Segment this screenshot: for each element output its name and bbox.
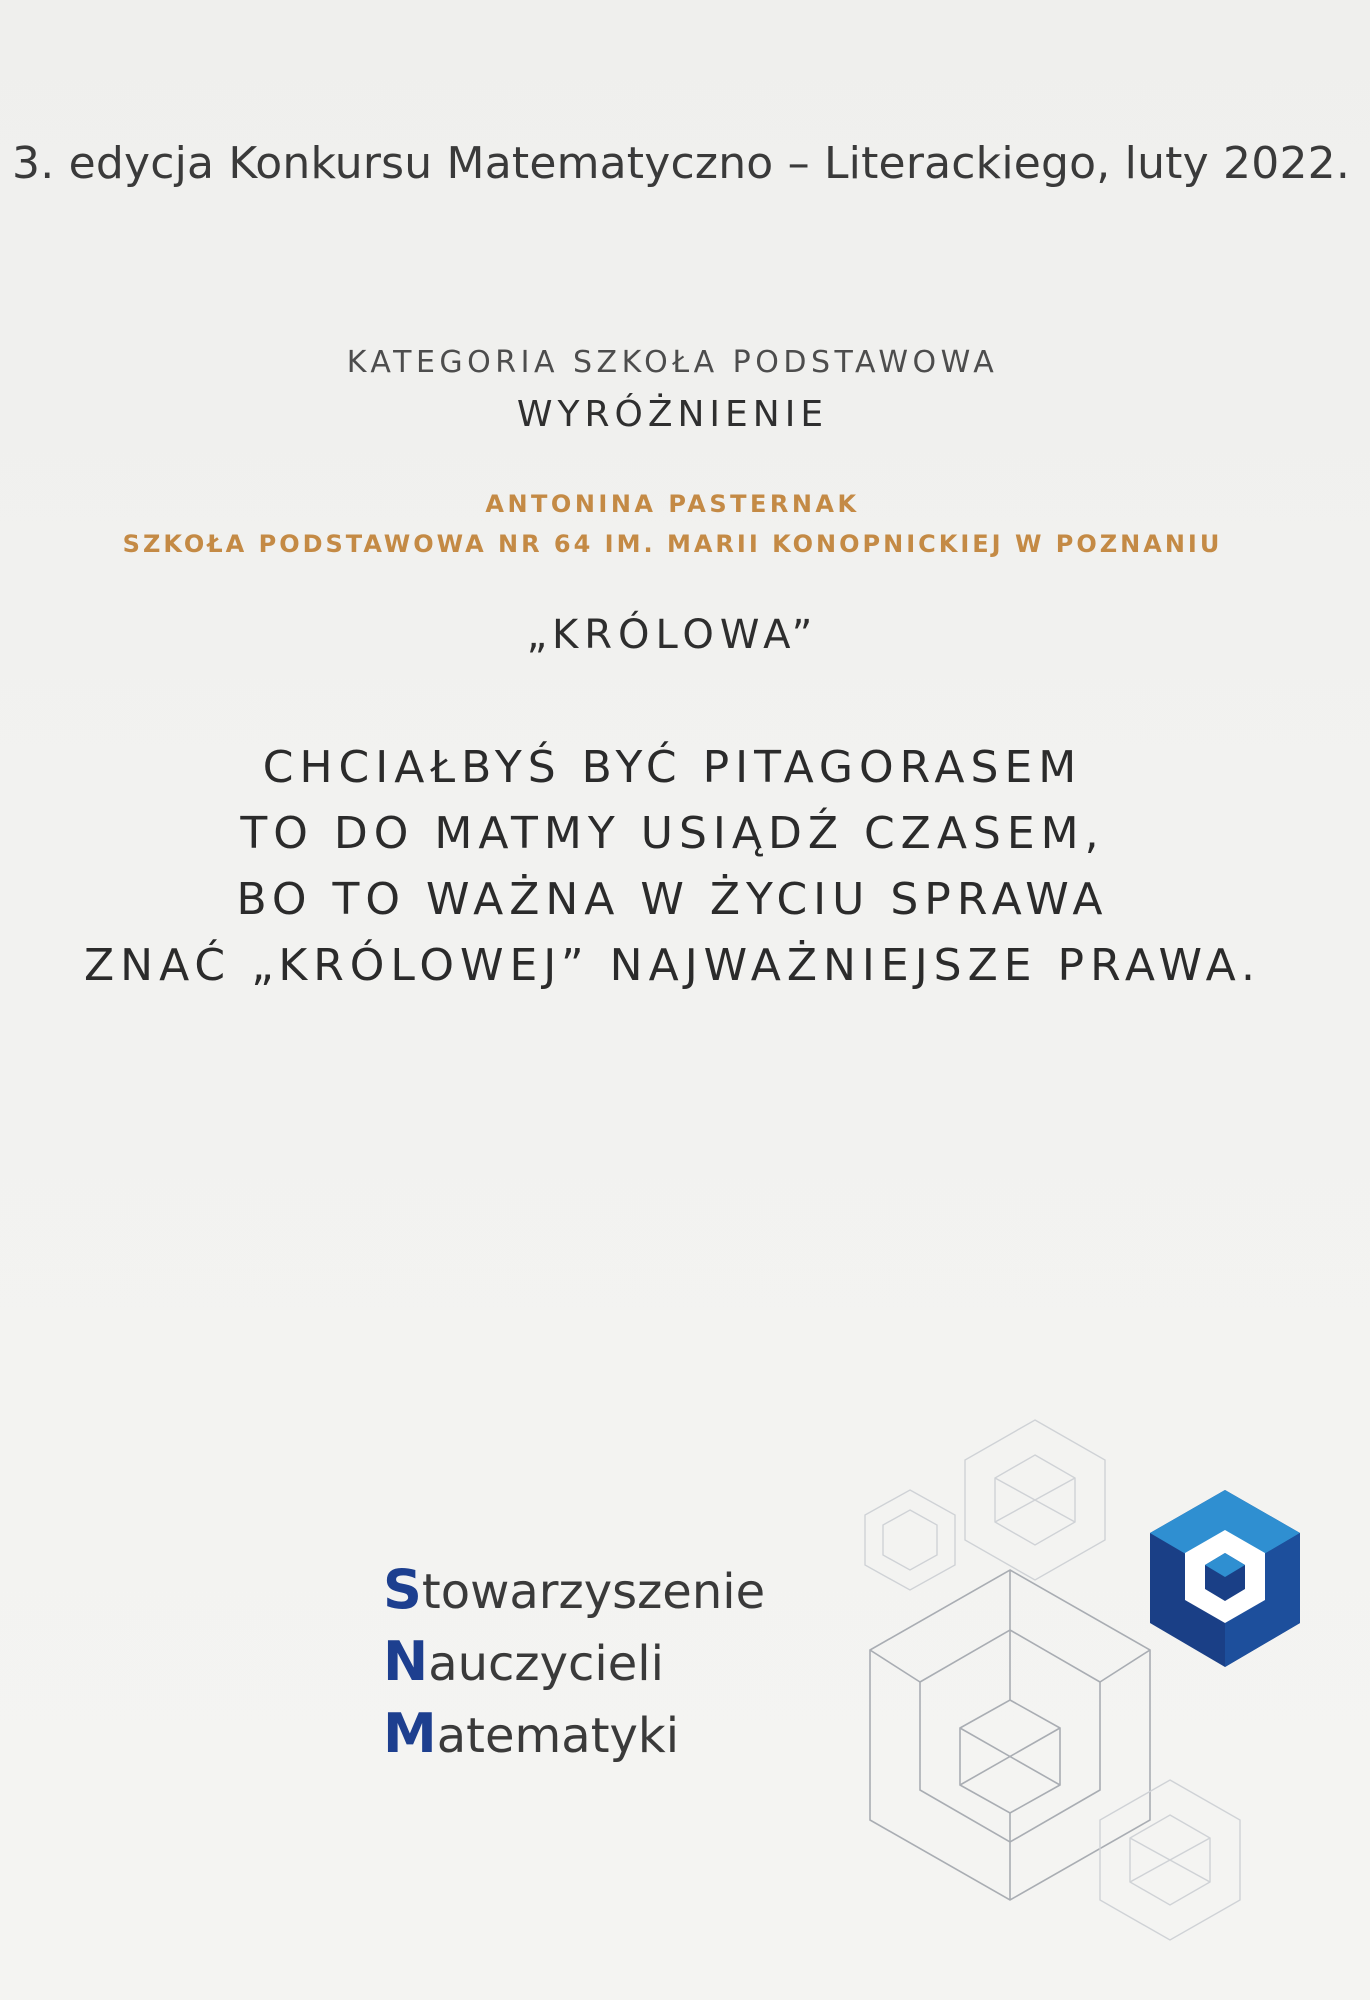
snm-hexagon-logo-icon [1140, 1485, 1310, 1675]
organization-line [383, 1555, 765, 1627]
author-name: ANTONINA PASTERNAK [485, 490, 860, 518]
organization-name [383, 1555, 765, 1771]
organization-initial: N [383, 1630, 429, 1693]
award-category: KATEGORIA SZKOŁA PODSTAWOWA [346, 345, 999, 380]
award-distinction: WYRÓŻNIENIE [516, 394, 829, 435]
organization-line [383, 1627, 765, 1699]
organization-word: towarzyszenie [421, 1564, 766, 1620]
author-school: SZKOŁA PODSTAWOWA NR 64 IM. MARII KONOPNICKIEJ W POZNANIU [122, 530, 1223, 558]
poem-body [0, 735, 1345, 999]
organization-initial: S [383, 1558, 422, 1621]
organization-word: atematyki [436, 1708, 680, 1764]
poem-line: ZNAĆ „KRÓLOWEJ” NAJWAŻNIEJSZE PRAWA. [84, 940, 1261, 991]
organization-line [383, 1699, 765, 1771]
poem-line: BO TO WAŻNA W ŻYCIU SPRAWA [236, 874, 1109, 925]
poem-title: „KRÓLOWA” [526, 612, 819, 658]
edition-header: 3. edycja Konkursu Matematyczno – Literackiego, luty 2022. [12, 138, 1351, 189]
poem-line: TO DO MATMY USIĄDŹ CZASEM, [240, 808, 1105, 859]
isometric-cubes-graphic [840, 1400, 1320, 1960]
poem-line: CHCIAŁBYŚ BYĆ PITAGORASEM [262, 742, 1083, 793]
organization-initial: M [383, 1702, 437, 1765]
organization-word: auczycieli [428, 1636, 664, 1692]
